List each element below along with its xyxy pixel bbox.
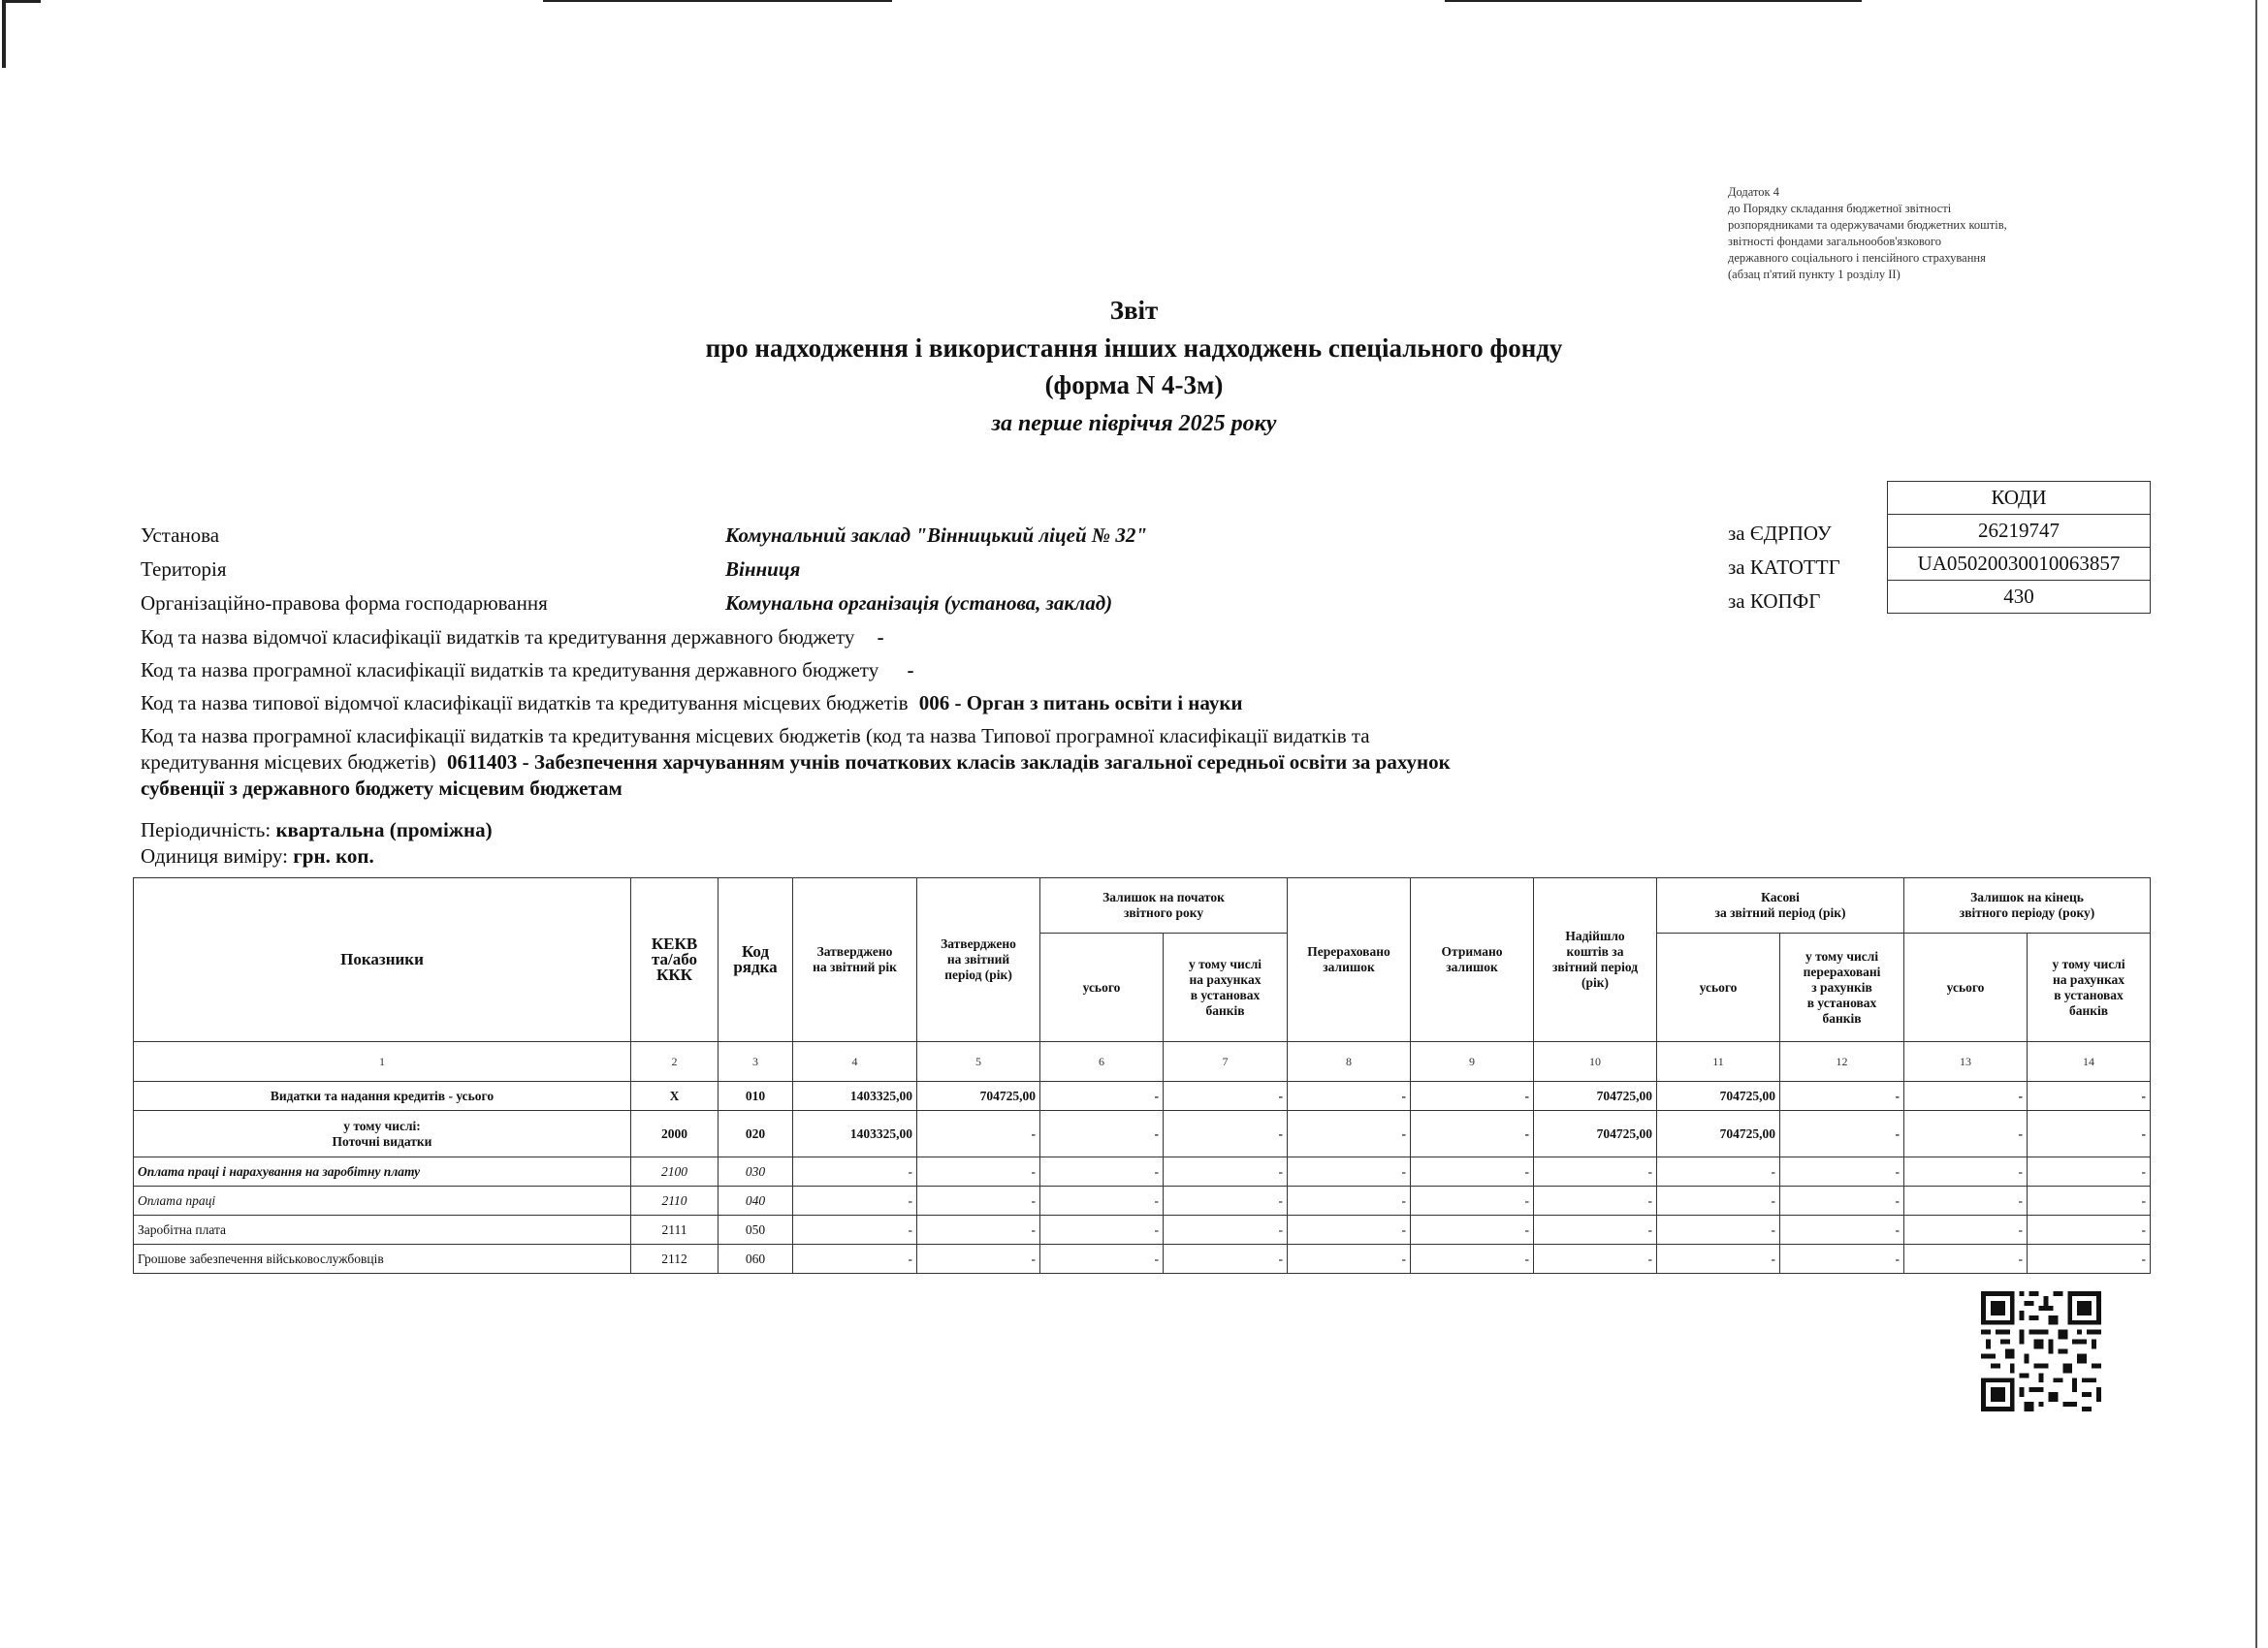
table-cell: - bbox=[1411, 1157, 1534, 1187]
col-header-transferred: Перераховано залишок bbox=[1288, 878, 1411, 1042]
table-cell: - bbox=[917, 1187, 1040, 1216]
table-cell: - bbox=[1040, 1111, 1164, 1157]
local-prog-label-line1: Код та назва програмної класифікації видатків та кредитування місцевих бюджетів (код та назва Типової програмної класифікації видатків та bbox=[141, 724, 1370, 747]
typical-dept-row bbox=[141, 689, 1243, 716]
column-number: 10 bbox=[1534, 1042, 1657, 1082]
table-cell: - bbox=[2028, 1157, 2151, 1187]
kopfg-label: за КОПФГ bbox=[1728, 589, 1821, 613]
appendix-line: (абзац п'ятий пункту 1 розділу ІІ) bbox=[1728, 268, 1901, 281]
row-name: Видатки та надання кредитів - усього bbox=[134, 1082, 631, 1111]
edrpou-code: 26219747 bbox=[1888, 515, 2151, 548]
row-name: Грошове забезпечення військовослужбовців bbox=[134, 1245, 631, 1274]
col-header-income: Надійшло коштів за звітний період (рік) bbox=[1534, 878, 1657, 1042]
table-cell: - bbox=[1904, 1187, 2028, 1216]
column-number: 14 bbox=[2028, 1042, 2151, 1082]
periodicity-label: Періодичність: bbox=[141, 818, 272, 841]
table-cell: - bbox=[1164, 1111, 1288, 1157]
col-header-indicators: Показники bbox=[134, 878, 631, 1042]
column-number: 5 bbox=[917, 1042, 1040, 1082]
scan-edge-mark bbox=[2, 0, 41, 3]
col-header-cash: Касові за звітний період (рік) bbox=[1657, 878, 1904, 934]
table-cell: - bbox=[917, 1157, 1040, 1187]
row-kekv: X bbox=[631, 1082, 719, 1111]
table-cell: - bbox=[1780, 1111, 1904, 1157]
prog-class-value: - bbox=[907, 658, 914, 681]
local-prog-value-line1: 0611403 - Забезпечення харчуванням учнів початкових класів закладів загальної середньої освіти за рахунок bbox=[447, 750, 1451, 774]
column-number: 3 bbox=[719, 1042, 793, 1082]
table-cell: - bbox=[1164, 1216, 1288, 1245]
column-number: 13 bbox=[1904, 1042, 2028, 1082]
institution-value: Комунальний заклад "Вінницький ліцей № 32" bbox=[725, 523, 1148, 547]
qr-code-icon bbox=[1981, 1291, 2101, 1411]
row-code: 040 bbox=[719, 1187, 793, 1216]
table-cell: - bbox=[1904, 1111, 2028, 1157]
table-row bbox=[134, 1245, 2151, 1274]
table-cell: - bbox=[1040, 1082, 1164, 1111]
institution-label: Установа bbox=[141, 523, 220, 547]
table-cell: - bbox=[1904, 1082, 2028, 1111]
report-form-number: (форма N 4-3м) bbox=[1044, 370, 1224, 399]
table-cell: - bbox=[917, 1245, 1040, 1274]
col-header-incl-bank: у тому числі на рахунках в установах банків bbox=[2028, 934, 2151, 1042]
table-row bbox=[134, 1187, 2151, 1216]
territory-value: Вінниця bbox=[725, 557, 801, 581]
table-cell: - bbox=[1164, 1082, 1288, 1111]
row-code: 030 bbox=[719, 1157, 793, 1187]
typical-dept-value: 006 - Орган з питань освіти і науки bbox=[918, 691, 1243, 714]
table-cell: 704725,00 bbox=[1534, 1111, 1657, 1157]
table-cell: - bbox=[793, 1216, 917, 1245]
table-cell: - bbox=[793, 1245, 917, 1274]
col-header-total: усього bbox=[1040, 934, 1164, 1042]
report-subtitle: про надходження і використання інших надходжень спеціального фонду bbox=[705, 333, 1563, 363]
table-row bbox=[134, 1111, 2151, 1157]
table-cell: - bbox=[2028, 1216, 2151, 1245]
table-cell: - bbox=[1780, 1082, 1904, 1111]
col-header-total: усього bbox=[1904, 934, 2028, 1042]
table-cell: - bbox=[1780, 1245, 1904, 1274]
row-kekv: 2111 bbox=[631, 1216, 719, 1245]
codes-table bbox=[1887, 481, 2151, 614]
dept-class-value: - bbox=[877, 625, 884, 649]
scan-edge-mark bbox=[543, 0, 892, 2]
column-number: 2 bbox=[631, 1042, 719, 1082]
table-cell: - bbox=[917, 1111, 1040, 1157]
table-cell: 704725,00 bbox=[1534, 1082, 1657, 1111]
typical-dept-label: Код та назва типової відомчої класифікації видатків та кредитування місцевих бюджетів bbox=[141, 691, 909, 714]
katottg-label: за КАТОТТГ bbox=[1728, 555, 1840, 579]
column-number: 9 bbox=[1411, 1042, 1534, 1082]
legal-form-label: Організаційно-правова форма господарювання bbox=[141, 591, 548, 615]
prog-class-row bbox=[141, 656, 913, 683]
legal-form-value: Комунальна організація (установа, заклад) bbox=[725, 591, 1113, 615]
table-cell: - bbox=[793, 1157, 917, 1187]
col-header-kekv: КЕКВ та/або ККК bbox=[631, 878, 719, 1042]
table-cell: - bbox=[1288, 1082, 1411, 1111]
row-name: Оплата праці bbox=[134, 1187, 631, 1216]
column-number: 8 bbox=[1288, 1042, 1411, 1082]
column-number: 4 bbox=[793, 1042, 917, 1082]
periodicity-row bbox=[141, 816, 493, 843]
appendix-line: звітності фондами загальнообов'язкового bbox=[1728, 235, 1941, 248]
table-cell: - bbox=[1164, 1245, 1288, 1274]
table-cell: - bbox=[1904, 1157, 2028, 1187]
table-cell: - bbox=[1040, 1157, 1164, 1187]
table-cell: - bbox=[793, 1187, 917, 1216]
table-cell: - bbox=[1411, 1187, 1534, 1216]
table-cell: 704725,00 bbox=[917, 1082, 1040, 1111]
table-cell: - bbox=[1040, 1245, 1164, 1274]
table-cell: 704725,00 bbox=[1657, 1082, 1780, 1111]
table-cell: - bbox=[1411, 1216, 1534, 1245]
row-code: 050 bbox=[719, 1216, 793, 1245]
appendix-note bbox=[1728, 184, 2145, 283]
appendix-line: розпорядниками та одержувачами бюджетних коштів, bbox=[1728, 218, 2007, 232]
table-cell: - bbox=[1904, 1216, 2028, 1245]
local-prog-row bbox=[141, 748, 1451, 776]
table-cell: - bbox=[1411, 1111, 1534, 1157]
col-header-row-code: Код рядка bbox=[719, 878, 793, 1042]
table-cell: - bbox=[1657, 1157, 1780, 1187]
col-header-incl-bank: у тому числі на рахунках в установах банків bbox=[1164, 934, 1288, 1042]
column-number: 1 bbox=[134, 1042, 631, 1082]
scan-edge-mark bbox=[2255, 0, 2257, 1648]
prog-class-label: Код та назва програмної класифікації видатків та кредитування державного бюджету bbox=[141, 658, 879, 681]
local-prog-label-line2: кредитування місцевих бюджетів) bbox=[141, 750, 436, 774]
table-cell: - bbox=[2028, 1245, 2151, 1274]
scan-edge-mark bbox=[2, 0, 6, 68]
table-cell: - bbox=[917, 1216, 1040, 1245]
column-number: 11 bbox=[1657, 1042, 1780, 1082]
dept-class-row bbox=[141, 623, 884, 650]
row-kekv: 2000 bbox=[631, 1111, 719, 1157]
table-cell: - bbox=[1657, 1216, 1780, 1245]
col-header-approved-year: Затверджено на звітний рік bbox=[793, 878, 917, 1042]
katottg-code: UA05020030010063857 bbox=[1888, 548, 2151, 581]
column-numbers-row bbox=[134, 1042, 2151, 1082]
table-cell: - bbox=[1534, 1245, 1657, 1274]
column-number: 7 bbox=[1164, 1042, 1288, 1082]
column-number: 12 bbox=[1780, 1042, 1904, 1082]
row-kekv: 2112 bbox=[631, 1245, 719, 1274]
table-row bbox=[134, 1216, 2151, 1245]
table-cell: - bbox=[1164, 1157, 1288, 1187]
table-cell: - bbox=[1534, 1187, 1657, 1216]
table-cell: - bbox=[2028, 1082, 2151, 1111]
table-cell: 1403325,00 bbox=[793, 1111, 917, 1157]
table-cell: - bbox=[1288, 1187, 1411, 1216]
table-cell: - bbox=[1288, 1216, 1411, 1245]
table-cell: - bbox=[1780, 1157, 1904, 1187]
periodicity-value: квартальна (проміжна) bbox=[275, 818, 493, 841]
row-code: 060 bbox=[719, 1245, 793, 1274]
table-cell: - bbox=[1780, 1216, 1904, 1245]
table-cell: 704725,00 bbox=[1657, 1111, 1780, 1157]
local-prog-value-line2: субвенції з державного бюджету місцевим бюджетам bbox=[141, 776, 623, 800]
appendix-line: Додаток 4 bbox=[1728, 185, 1779, 199]
appendix-line: державного соціального і пенсійного страхування bbox=[1728, 251, 1986, 265]
row-code: 020 bbox=[719, 1111, 793, 1157]
row-code: 010 bbox=[719, 1082, 793, 1111]
table-cell: - bbox=[2028, 1187, 2151, 1216]
col-header-total: усього bbox=[1657, 934, 1780, 1042]
unit-row bbox=[141, 842, 374, 870]
col-header-approved-period: Затверджено на звітний період (рік) bbox=[917, 878, 1040, 1042]
col-header-balance-end: Залишок на кінець звітного періоду (року) bbox=[1904, 878, 2151, 934]
report-title: Звіт bbox=[1109, 296, 1159, 325]
appendix-line: до Порядку складання бюджетної звітності bbox=[1728, 202, 1952, 215]
row-kekv: 2100 bbox=[631, 1157, 719, 1187]
table-cell: - bbox=[1657, 1187, 1780, 1216]
codes-header: КОДИ bbox=[1888, 482, 2151, 515]
table-cell: - bbox=[1534, 1157, 1657, 1187]
table-cell: - bbox=[1288, 1157, 1411, 1187]
table-cell: - bbox=[1780, 1187, 1904, 1216]
report-period: за перше півріччя 2025 року bbox=[991, 411, 1277, 436]
edrpou-label: за ЄДРПОУ bbox=[1728, 522, 1832, 545]
table-row bbox=[134, 1157, 2151, 1187]
table-row bbox=[134, 1082, 2151, 1111]
table-cell: - bbox=[1288, 1245, 1411, 1274]
scan-edge-mark bbox=[1445, 0, 1862, 2]
table-cell: - bbox=[1040, 1187, 1164, 1216]
col-header-received: Отримано залишок bbox=[1411, 878, 1534, 1042]
row-name: у тому числі: Поточні видатки bbox=[134, 1111, 631, 1157]
table-cell: - bbox=[1411, 1245, 1534, 1274]
unit-label: Одиниця виміру: bbox=[141, 844, 288, 868]
table-cell: - bbox=[1040, 1216, 1164, 1245]
report-table bbox=[133, 877, 2151, 1274]
table-cell: - bbox=[1657, 1245, 1780, 1274]
col-header-incl-transferred: у тому числі перераховані з рахунків в установах банків bbox=[1780, 934, 1904, 1042]
table-cell: 1403325,00 bbox=[793, 1082, 917, 1111]
table-cell: - bbox=[1164, 1187, 1288, 1216]
table-cell: - bbox=[1904, 1245, 2028, 1274]
table-cell: - bbox=[1411, 1082, 1534, 1111]
row-name: Заробітна плата bbox=[134, 1216, 631, 1245]
row-kekv: 2110 bbox=[631, 1187, 719, 1216]
table-cell: - bbox=[2028, 1111, 2151, 1157]
unit-value: грн. коп. bbox=[293, 844, 374, 868]
table-cell: - bbox=[1288, 1111, 1411, 1157]
col-header-balance-start: Залишок на початок звітного року bbox=[1040, 878, 1288, 934]
row-name: Оплата праці і нарахування на заробітну плату bbox=[134, 1157, 631, 1187]
territory-label: Територія bbox=[141, 557, 227, 581]
dept-class-label: Код та назва відомчої класифікації видатків та кредитування державного бюджету bbox=[141, 625, 855, 649]
column-number: 6 bbox=[1040, 1042, 1164, 1082]
kopfg-code: 430 bbox=[1888, 581, 2151, 614]
table-cell: - bbox=[1534, 1216, 1657, 1245]
